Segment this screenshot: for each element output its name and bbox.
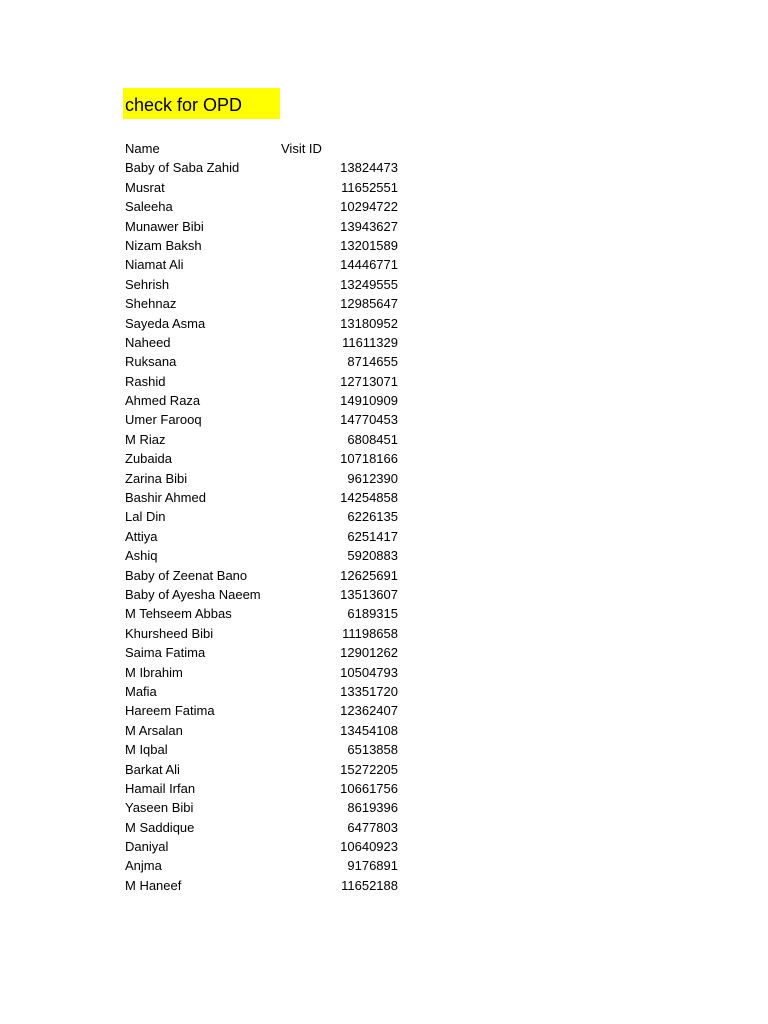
patient-name-cell: M Iqbal bbox=[125, 742, 168, 758]
visit-id-cell: 11611329 bbox=[342, 334, 398, 350]
patient-name-cell: Zubaida bbox=[125, 451, 172, 467]
patient-name-cell: M Riaz bbox=[125, 431, 166, 447]
table-row bbox=[125, 682, 415, 701]
visit-id-cell: 6477803 bbox=[347, 819, 398, 835]
table-row bbox=[125, 352, 415, 371]
patient-name-cell: Mafia bbox=[125, 683, 157, 699]
table-row bbox=[125, 701, 415, 720]
visit-id-cell: 8619396 bbox=[347, 800, 398, 816]
patient-name-cell: M Arsalan bbox=[125, 722, 183, 738]
visit-id-cell: 13824473 bbox=[340, 160, 398, 176]
visit-id-cell: 11198658 bbox=[342, 625, 398, 641]
visit-id-cell: 10294722 bbox=[340, 199, 398, 215]
patient-name-cell: Baby of Saba Zahid bbox=[125, 160, 240, 176]
patient-name-cell: Sehrish bbox=[125, 276, 170, 292]
table-row bbox=[125, 294, 415, 313]
patient-name-cell: Hamail Irfan bbox=[125, 780, 196, 796]
visit-id-cell: 5920883 bbox=[347, 548, 398, 564]
visit-id-cell: 9176891 bbox=[347, 858, 398, 874]
visit-id-cell: 12713071 bbox=[340, 373, 398, 389]
table-row bbox=[125, 430, 415, 449]
patient-name-cell: Khursheed Bibi bbox=[125, 625, 214, 641]
visit-id-cell: 6226135 bbox=[347, 509, 398, 525]
table-row bbox=[125, 469, 415, 488]
visit-id-cell: 14910909 bbox=[340, 393, 398, 409]
visit-id-cell: 14254858 bbox=[340, 490, 398, 506]
visit-id-cell: 13351720 bbox=[340, 683, 398, 699]
table-row bbox=[125, 663, 415, 682]
visit-id-cell: 13201589 bbox=[340, 237, 398, 253]
visit-id-cell: 6189315 bbox=[347, 606, 398, 622]
patient-name-cell: Ruksana bbox=[125, 354, 177, 370]
table-row bbox=[125, 275, 415, 294]
visit-id-cell: 14770453 bbox=[340, 412, 398, 428]
table-row bbox=[125, 527, 415, 546]
patient-name-cell: Saleeha bbox=[125, 199, 173, 215]
visit-table bbox=[125, 139, 415, 895]
patient-name-cell: Munawer Bibi bbox=[125, 218, 204, 234]
visit-id-cell: 8714655 bbox=[347, 354, 398, 370]
table-header-row bbox=[125, 139, 415, 158]
patient-name-cell: Naheed bbox=[125, 334, 171, 350]
patient-name-cell: Ashiq bbox=[125, 548, 158, 564]
visit-id-cell: 10640923 bbox=[340, 839, 398, 855]
table-row bbox=[125, 372, 415, 391]
table-row bbox=[125, 740, 415, 759]
patient-name-cell: M Saddique bbox=[125, 819, 195, 835]
table-row bbox=[125, 236, 415, 255]
table-row bbox=[125, 779, 415, 798]
table-row bbox=[125, 546, 415, 565]
patient-name-cell: Shehnaz bbox=[125, 296, 177, 312]
patient-name-cell: Hareem Fatima bbox=[125, 703, 215, 719]
visit-id-column-header: Visit ID bbox=[281, 141, 322, 156]
visit-id-cell: 14446771 bbox=[340, 257, 398, 273]
patient-name-cell: Umer Farooq bbox=[125, 412, 202, 428]
visit-id-cell: 13180952 bbox=[340, 315, 398, 331]
table-row bbox=[125, 158, 415, 177]
visit-id-cell: 6251417 bbox=[347, 528, 398, 544]
patient-name-cell: M Haneef bbox=[125, 877, 182, 893]
visit-id-cell: 6808451 bbox=[347, 431, 398, 447]
patient-name-cell: Attiya bbox=[125, 528, 158, 544]
table-row bbox=[125, 391, 415, 410]
table-row bbox=[125, 197, 415, 216]
visit-id-cell: 12625691 bbox=[340, 567, 398, 583]
patient-name-cell: Daniyal bbox=[125, 839, 169, 855]
visit-id-cell: 11652188 bbox=[341, 877, 398, 893]
table-row bbox=[125, 410, 415, 429]
table-row bbox=[125, 837, 415, 856]
patient-name-cell: Musrat bbox=[125, 179, 165, 195]
patient-name-cell: M Ibrahim bbox=[125, 664, 183, 680]
table-row bbox=[125, 721, 415, 740]
table-row bbox=[125, 178, 415, 197]
visit-id-cell: 13249555 bbox=[340, 276, 398, 292]
visit-id-cell: 12985647 bbox=[340, 296, 398, 312]
patient-name-cell: Bashir Ahmed bbox=[125, 490, 206, 506]
table-row bbox=[125, 604, 415, 623]
table-row bbox=[125, 760, 415, 779]
visit-id-cell: 10504793 bbox=[340, 664, 398, 680]
patient-name-cell: Rashid bbox=[125, 373, 166, 389]
table-row bbox=[125, 566, 415, 585]
patient-name-cell: Niamat Ali bbox=[125, 257, 184, 273]
table-row bbox=[125, 624, 415, 643]
patient-name-cell: Sayeda Asma bbox=[125, 315, 206, 331]
patient-name-cell: Baby of Ayesha Naeem bbox=[125, 586, 261, 602]
visit-id-cell: 13454108 bbox=[340, 722, 398, 738]
patient-name-cell: Barkat Ali bbox=[125, 761, 180, 777]
table-row bbox=[125, 798, 415, 817]
table-row bbox=[125, 856, 415, 875]
patient-name-cell: M Tehseem Abbas bbox=[125, 606, 232, 622]
table-row bbox=[125, 876, 415, 895]
patient-name-cell: Lal Din bbox=[125, 509, 166, 525]
patient-name-cell: Anjma bbox=[125, 858, 162, 874]
visit-id-cell: 11652551 bbox=[341, 179, 398, 195]
visit-id-cell: 12901262 bbox=[340, 645, 398, 661]
visit-id-cell: 9612390 bbox=[347, 470, 398, 486]
table-row bbox=[125, 449, 415, 468]
table-row bbox=[125, 818, 415, 837]
visit-id-cell: 12362407 bbox=[340, 703, 398, 719]
table-row bbox=[125, 314, 415, 333]
page-title: check for OPD bbox=[125, 95, 243, 115]
patient-name-cell: Baby of Zeenat Bano bbox=[125, 567, 248, 583]
patient-name-cell: Nizam Baksh bbox=[125, 237, 202, 253]
table-row bbox=[125, 488, 415, 507]
title-highlight-cell bbox=[123, 88, 280, 119]
table-row bbox=[125, 217, 415, 236]
patient-name-cell: Saima Fatima bbox=[125, 645, 206, 661]
visit-id-cell: 10718166 bbox=[340, 451, 398, 467]
visit-id-cell: 13513607 bbox=[340, 586, 398, 602]
visit-id-cell: 13943627 bbox=[340, 218, 398, 234]
table-row bbox=[125, 333, 415, 352]
visit-id-cell: 6513858 bbox=[347, 742, 398, 758]
visit-id-cell: 10661756 bbox=[340, 780, 398, 796]
visit-id-cell: 15272205 bbox=[340, 761, 398, 777]
table-body bbox=[125, 158, 415, 895]
name-column-header: Name bbox=[125, 141, 160, 156]
table-row bbox=[125, 255, 415, 274]
patient-name-cell: Ahmed Raza bbox=[125, 393, 201, 409]
table-row bbox=[125, 507, 415, 526]
patient-name-cell: Zarina Bibi bbox=[125, 470, 188, 486]
table-row bbox=[125, 585, 415, 604]
patient-name-cell: Yaseen Bibi bbox=[125, 800, 194, 816]
table-row bbox=[125, 643, 415, 662]
